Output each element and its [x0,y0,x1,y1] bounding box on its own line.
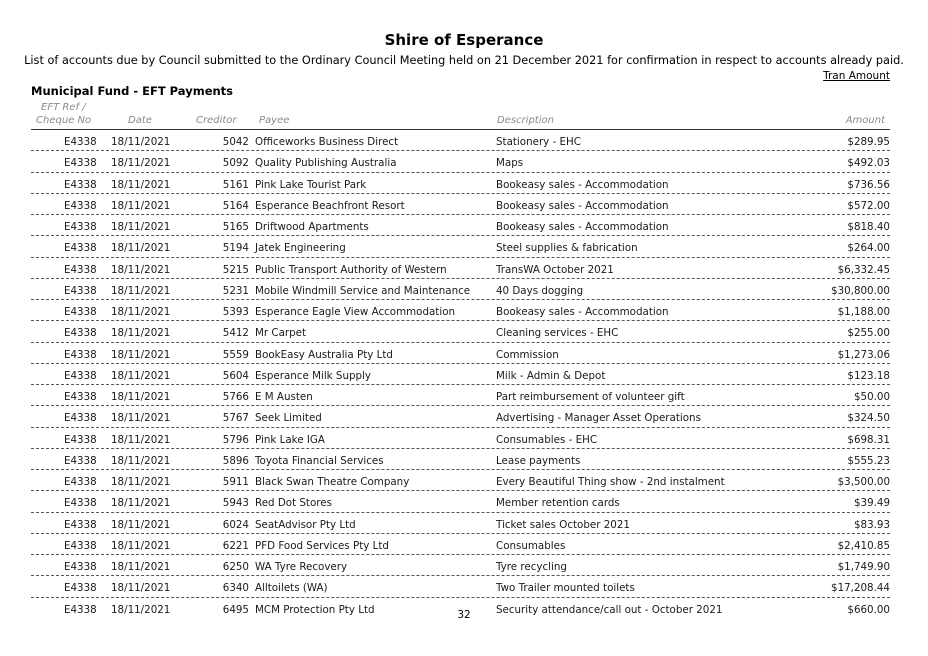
tran-amount-label: Tran Amount [823,70,890,82]
row-description: Two Trailer mounted toilets [496,582,635,595]
row-amount: $818.40 [847,221,890,233]
row-ref: E4338 [64,284,97,297]
row-amount: $83.93 [853,518,890,531]
table-row [31,406,890,427]
row-payee: Pink Lake IGA [255,433,325,446]
header-date: Date [128,115,152,126]
row-date: 18/11/2021 [111,242,171,255]
row-payee: Black Swan Theatre Company [255,476,410,488]
row-creditor: 6221 [222,539,249,552]
row-ref: E4338 [64,348,97,361]
row-description: Advertising - Manager Asset Operations [496,412,701,425]
row-ref: E4338 [64,391,97,403]
row-date: 18/11/2021 [111,263,171,276]
row-amount: $1,273.06 [837,348,890,361]
row-date: 18/11/2021 [111,433,171,446]
row-ref: E4338 [64,454,97,467]
row-ref: E4338 [64,539,97,552]
row-payee: Quality Publishing Australia [255,157,397,170]
table-row [31,279,890,300]
row-date: 18/11/2021 [111,518,171,531]
row-amount: $698.31 [847,433,890,446]
table-row [31,449,890,470]
row-payee: Seek Limited [255,412,322,425]
row-payee: WA Tyre Recovery [255,561,348,573]
row-creditor: 5231 [222,284,249,297]
row-amount: $572.00 [847,199,890,212]
table-row [31,130,890,151]
row-creditor: 5042 [222,136,249,148]
row-payee: BookEasy Australia Pty Ltd [255,348,393,361]
header-payee: Payee [259,115,290,126]
row-amount: $255.00 [847,327,890,340]
row-creditor: 6024 [222,518,249,531]
row-description: Bookeasy sales - Accommodation [496,199,669,212]
row-date: 18/11/2021 [111,497,171,510]
document-subtitle: List of accounts due by Council submitted to the Ordinary Council Meeting held on 21 December 2021 for confirmation in respect to accounts already paid. [24,54,904,67]
row-description: Tyre recycling [496,561,567,573]
row-amount: $2,410.85 [837,539,890,552]
row-ref: E4338 [64,221,97,233]
table-row [31,555,890,576]
row-payee: PFD Food Services Pty Ltd [255,539,389,552]
row-creditor: 5604 [222,369,249,382]
row-amount: $289.95 [847,136,890,148]
row-creditor: 5412 [222,327,249,340]
document-title: Shire of Esperance [384,31,544,49]
row-creditor: 5164 [222,199,249,212]
row-description: Part reimbursement of volunteer gift [496,391,685,403]
row-amount: $17,208.44 [831,582,890,595]
table-row [31,343,890,364]
row-date: 18/11/2021 [111,603,171,616]
table-row [31,151,890,172]
row-date: 18/11/2021 [111,199,171,212]
row-description: 40 Days dogging [496,284,584,297]
row-ref: E4338 [64,306,97,318]
row-payee: MCM Protection Pty Ltd [255,603,375,616]
row-creditor: 5896 [222,454,249,467]
row-creditor: 5766 [222,391,249,403]
row-date: 18/11/2021 [111,178,171,191]
row-amount: $660.00 [847,603,890,616]
row-ref: E4338 [64,327,97,340]
table-row [31,576,890,597]
row-date: 18/11/2021 [111,157,171,170]
table-row [31,364,890,385]
table-row [31,300,890,321]
row-creditor: 5194 [222,242,249,255]
row-ref: E4338 [64,263,97,276]
row-payee: Toyota Financial Services [255,454,384,467]
row-description: Security attendance/call out - October 2021 [496,603,723,616]
row-payee: Jatek Engineering [255,242,346,255]
row-creditor: 5767 [222,412,249,425]
row-ref: E4338 [64,199,97,212]
row-amount: $1,749.90 [837,561,890,573]
row-payee: Alltoilets (WA) [255,582,328,595]
row-creditor: 5161 [222,178,249,191]
row-date: 18/11/2021 [111,391,171,403]
row-creditor: 5393 [222,306,249,318]
row-ref: E4338 [64,242,97,255]
row-description: Cleaning services - EHC [496,327,619,340]
row-description: Bookeasy sales - Accommodation [496,221,669,233]
row-ref: E4338 [64,561,97,573]
table-row [31,194,890,215]
row-date: 18/11/2021 [111,136,171,148]
row-creditor: 5215 [222,263,249,276]
row-date: 18/11/2021 [111,327,171,340]
table-row [31,513,890,534]
row-description: Ticket sales October 2021 [496,518,630,531]
row-description: TransWA October 2021 [496,263,614,276]
row-ref: E4338 [64,157,97,170]
table-row [31,236,890,257]
row-payee: Officeworks Business Direct [255,136,399,148]
row-creditor: 6250 [222,561,249,573]
table-row [31,173,890,194]
row-date: 18/11/2021 [111,306,171,318]
row-ref: E4338 [64,369,97,382]
row-date: 18/11/2021 [111,221,171,233]
table-row [31,428,890,449]
row-amount: $1,188.00 [837,306,890,318]
row-amount: $30,800.00 [831,284,890,297]
row-date: 18/11/2021 [111,582,171,595]
row-payee: Mobile Windmill Service and Maintenance [255,284,471,297]
section-title: Municipal Fund - EFT Payments [31,84,234,98]
row-date: 18/11/2021 [111,412,171,425]
row-payee: Pink Lake Tourist Park [255,178,367,191]
header-creditor: Creditor [196,115,237,126]
row-amount: $39.49 [853,497,890,510]
row-date: 18/11/2021 [111,454,171,467]
header-amount: Amount [845,115,885,126]
row-description: Bookeasy sales - Accommodation [496,178,669,191]
row-ref: E4338 [64,476,97,488]
row-payee: Red Dot Stores [255,497,332,510]
row-payee: Driftwood Apartments [255,221,369,233]
row-payee: SeatAdvisor Pty Ltd [255,518,356,531]
row-payee: Esperance Milk Supply [255,369,372,382]
row-creditor: 5092 [222,157,249,170]
row-payee: Esperance Beachfront Resort [255,199,405,212]
row-amount: $3,500.00 [837,476,890,488]
table-row [31,258,890,279]
row-date: 18/11/2021 [111,348,171,361]
table-row [31,321,890,342]
row-date: 18/11/2021 [111,369,171,382]
row-creditor: 5165 [222,221,249,233]
row-amount: $50.00 [853,391,890,403]
row-description: Stationery - EHC [496,136,581,148]
header-description: Description [497,115,554,126]
row-description: Commission [496,348,559,361]
row-description: Lease payments [496,454,581,467]
table-row [31,470,890,491]
row-amount: $6,332.45 [837,263,890,276]
row-payee: Public Transport Authority of Western [255,263,447,276]
row-description: Milk - Admin & Depot [496,369,606,382]
row-amount: $492.03 [847,157,890,170]
row-description: Every Beautiful Thing show - 2nd instalment [496,476,725,488]
payments-table-body [31,130,890,618]
row-ref: E4338 [64,582,97,595]
row-creditor: 6495 [222,603,249,616]
row-ref: E4338 [64,433,97,446]
row-creditor: 5911 [222,476,249,488]
header-ref-line1: EFT Ref / [41,102,86,113]
row-description: Consumables - EHC [496,433,598,446]
row-amount: $555.23 [847,454,890,467]
row-creditor: 5559 [222,348,249,361]
row-payee: Esperance Eagle View Accommodation [255,306,456,318]
row-description: Maps [496,157,524,170]
row-creditor: 6340 [222,582,249,595]
row-creditor: 5943 [222,497,249,510]
row-description: Member retention cards [496,497,620,510]
header-ref-line2: Cheque No [36,115,92,126]
page-number: 32 [457,609,471,621]
row-amount: $264.00 [847,242,890,255]
row-amount: $736.56 [847,178,890,191]
table-row [31,215,890,236]
row-description: Steel supplies & fabrication [496,242,638,255]
row-date: 18/11/2021 [111,561,171,573]
row-payee: E M Austen [255,391,313,403]
row-amount: $324.50 [847,412,890,425]
table-row [31,385,890,406]
row-amount: $123.18 [847,369,890,382]
row-date: 18/11/2021 [111,539,171,552]
row-ref: E4338 [64,136,97,148]
row-description: Consumables [496,539,566,552]
row-date: 18/11/2021 [111,476,171,488]
row-date: 18/11/2021 [111,284,171,297]
row-ref: E4338 [64,178,97,191]
row-ref: E4338 [64,603,97,616]
table-row [31,491,890,512]
row-ref: E4338 [64,412,97,425]
row-creditor: 5796 [222,433,249,446]
row-ref: E4338 [64,497,97,510]
table-row [31,534,890,555]
row-payee: Mr Carpet [255,327,307,340]
row-description: Bookeasy sales - Accommodation [496,306,669,318]
row-ref: E4338 [64,518,97,531]
